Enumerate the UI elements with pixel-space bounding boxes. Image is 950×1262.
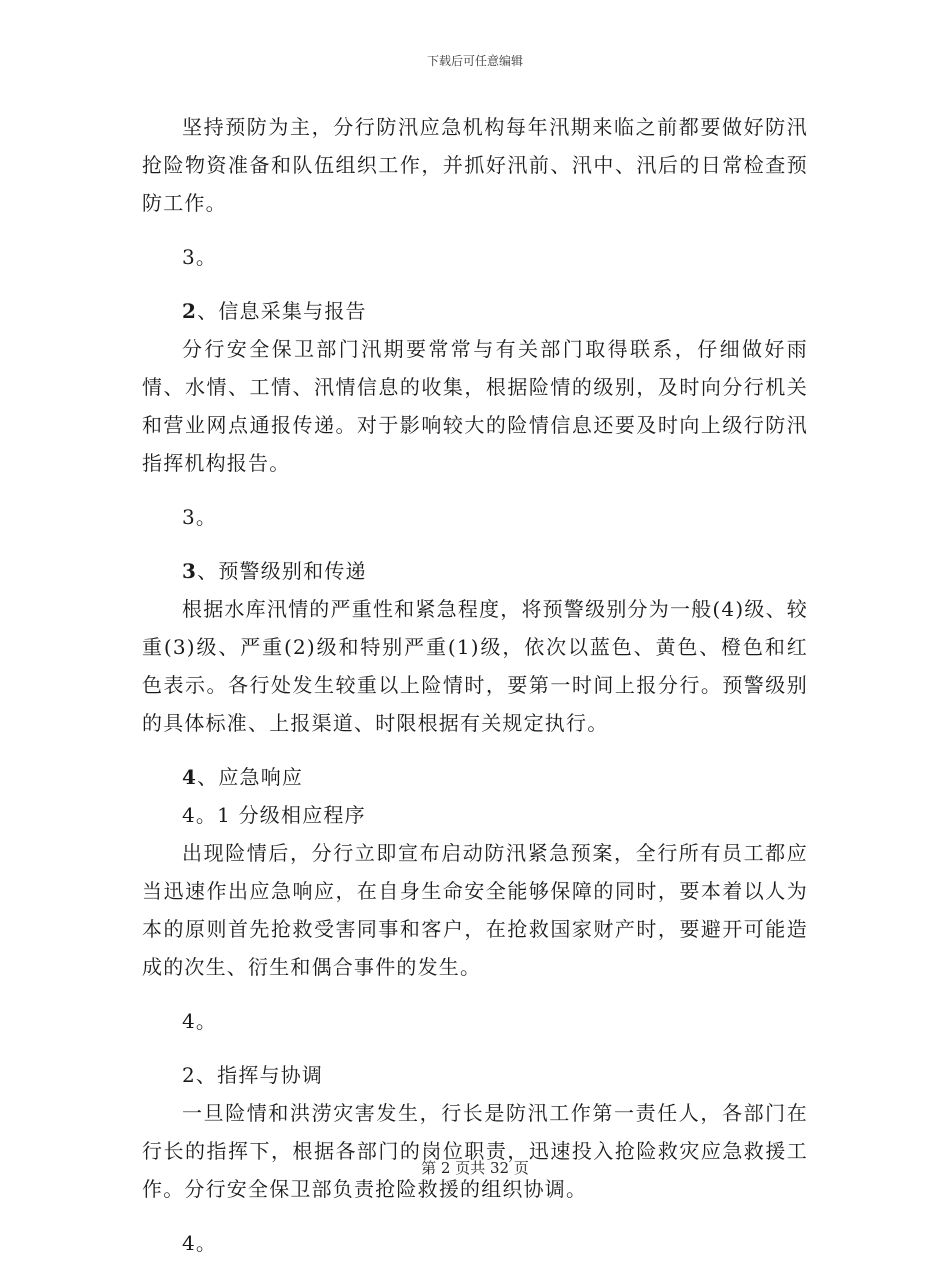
page-footer: 第 2 页共 32 页 [421,1159,529,1177]
heading-number: 4 [182,765,198,789]
section-heading [142,758,808,796]
paragraph: 分行安全保卫部门汛期要常常与有关部门取得联系，仔细做好雨情、水情、工情、汛情信息的收集，根据险情的级别，及时向分行机关和营业网点通报传递。对于影响较大的险情信息还要及时向上级行防汛指挥机构报告。 [142,337,808,475]
paragraph: 一旦险情和洪涝灾害发生，行长是防汛工作第一责任人，各部门在行长的指挥下，根据各部门的岗位职责，迅速投入抢险救灾应急救援工作。分行安全保卫部负责抢险救援的组织协调。 [142,1101,808,1201]
heading-number: 2 [182,299,198,323]
section-heading [142,552,808,590]
page-header: 下载后可任意编辑 [426,54,523,68]
paragraph: 2、指挥与协调 [182,1063,324,1087]
paragraph: 4。1 分级相应程序 [182,803,366,827]
paragraph: 3。 [182,245,218,269]
paragraph: 4。 [182,1231,218,1255]
paragraph: 根据水库汛情的严重性和紧急程度，将预警级别分为一般(4)级、较重(3)级、严重(2)级和特别严重(1)级，依次以蓝色、黄色、橙色和红色表示。各行处发生较重以上险情时，要第一时间上报分行。预警级别的具体标准、上报渠道、时限根据有关规定执行。 [142,597,808,735]
paragraph: 出现险情后，分行立即宣布启动防汛紧急预案，全行所有员工都应当迅速作出应急响应，在自身生命安全能够保障的同时，要本着以人为本的原则首先抢救受害同事和客户，在抢救国家财产时，要避开可能造成的次生、衍生和偶合事件的发生。 [142,841,808,979]
section-heading [142,292,808,330]
paragraph: 4。 [182,1009,218,1033]
paragraph: 坚持预防为主，分行防汛应急机构每年汛期来临之前都要做好防汛抢险物资准备和队伍组织工作，并抓好汛前、汛中、汛后的日常检查预防工作。 [142,115,808,215]
heading-text: 、应急响应 [197,765,304,789]
document-body [142,108,808,1262]
paragraph: 3。 [182,505,218,529]
heading-text: 、预警级别和传递 [197,559,367,583]
heading-number: 3 [182,559,198,583]
heading-text: 、信息采集与报告 [197,299,367,323]
